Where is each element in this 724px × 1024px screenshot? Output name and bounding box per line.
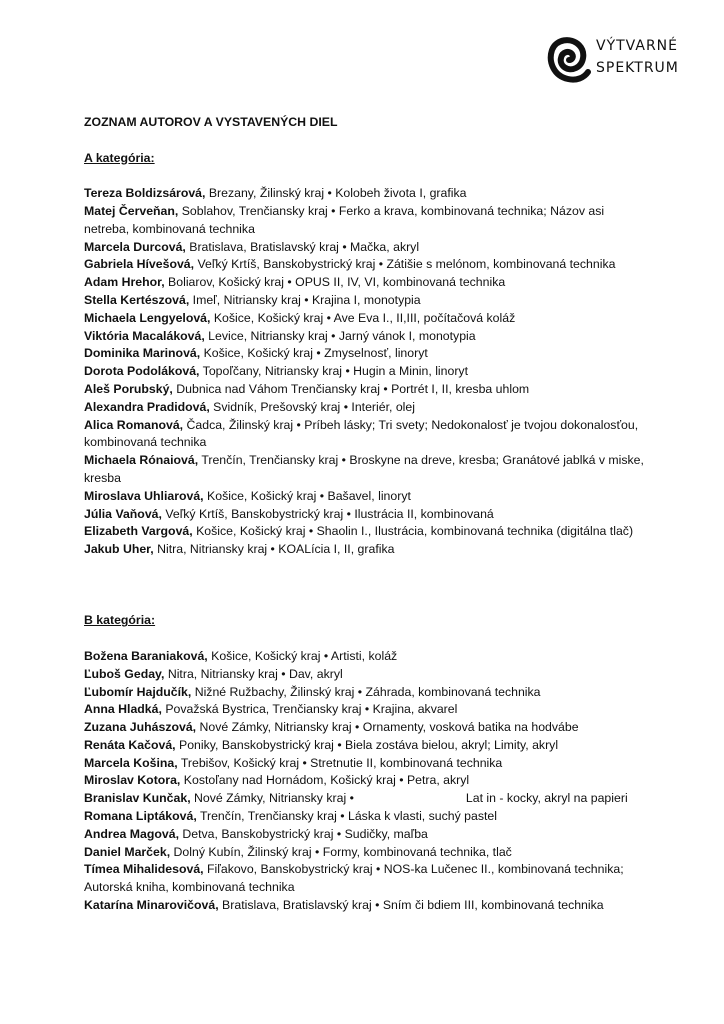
author-details: Soblahov, Trenčiansky kraj • Ferko a krava, kombinovaná technika; Názov asi netreba, kombinovaná technika [84, 203, 605, 236]
category-a-list [84, 185, 644, 559]
author-entry [84, 541, 644, 559]
author-name: Alexandra Pradidová, [84, 399, 210, 414]
author-entry [84, 737, 644, 755]
spiral-logo-icon [546, 30, 592, 88]
author-entry [84, 239, 644, 257]
author-entry [84, 488, 644, 506]
author-name: Branislav Kunčak, [84, 791, 191, 806]
author-details: Imeľ, Nitriansky kraj • Krajina I, monotypia [189, 292, 421, 307]
author-name: Jakub Uher, [84, 542, 154, 557]
author-details: Nitra, Nitriansky kraj • KOALícia I, II, grafika [153, 542, 395, 557]
author-details: Bratislava, Bratislavský kraj • Mačka, akryl [185, 239, 420, 254]
author-details: Detva, Banskobystrický kraj • Sudičky, maľba [178, 826, 428, 841]
author-entry [84, 523, 644, 541]
author-name: Michaela Rónaiová, [84, 453, 199, 468]
author-name: Elizabeth Vargová, [84, 524, 193, 539]
author-entry [84, 256, 644, 274]
vytvarne-spektrum-logo [546, 28, 696, 100]
author-name: Tímea Mihalidesová, [84, 862, 204, 877]
author-entry [84, 328, 644, 346]
author-entry [84, 648, 644, 666]
author-name: Miroslava Uhliarová, [84, 488, 204, 503]
author-details: Topoľčany, Nitriansky kraj • Hugin a Minin, linoryt [199, 364, 468, 379]
author-name: Andrea Magová, [84, 826, 179, 841]
author-name: Tereza Boldizsárová, [84, 186, 206, 201]
author-entry [84, 274, 644, 292]
author-details: Nové Zámky, Nitriansky kraj • [190, 791, 354, 806]
author-details: Veľký Krtíš, Banskobystrický kraj • Ilustrácia II, kombinovaná [161, 506, 494, 521]
author-entry [84, 310, 644, 328]
author-entry [84, 203, 644, 239]
author-name: Miroslav Kotora, [84, 773, 181, 788]
author-name: Dorota Podoláková, [84, 364, 200, 379]
author-details: Košice, Košický kraj • Bašavel, linoryt [203, 488, 411, 503]
logo-text-line1: VÝTVARNÉ [596, 38, 678, 54]
author-name: Romana Liptáková, [84, 809, 197, 824]
author-name: Aleš Porubský, [84, 381, 173, 396]
author-details-continued: Lat in - kocky, akryl na papieri [465, 791, 628, 806]
author-entry [84, 772, 644, 790]
document-content [84, 114, 644, 915]
author-entry [84, 897, 644, 915]
author-entry [84, 701, 644, 719]
category-b-list [84, 648, 644, 915]
author-entry [84, 345, 644, 363]
author-name: Božena Baraniaková, [84, 648, 208, 663]
author-entry [84, 417, 644, 453]
author-entry [84, 719, 644, 737]
author-details: Poniky, Banskobystrický kraj • Biela zostáva bielou, akryl; Limity, akryl [175, 737, 559, 752]
author-entry [84, 363, 644, 381]
author-name: Stella Kertészová, [84, 292, 190, 307]
author-details: Nitra, Nitriansky kraj • Dav, akryl [164, 666, 343, 681]
author-entry [84, 292, 644, 310]
author-entry [84, 684, 644, 702]
author-entry [84, 666, 644, 684]
author-entry-extra: Autorská kniha, kombinovaná technika [84, 880, 295, 895]
author-entry [84, 381, 644, 399]
author-name: Adam Hrehor, [84, 275, 165, 290]
author-details: Nižné Ružbachy, Žilinský kraj • Záhrada, kombinovaná technika [191, 684, 541, 699]
author-name: Viktória Macaláková, [84, 328, 205, 343]
author-details: Svidník, Prešovský kraj • Interiér, olej [209, 399, 415, 414]
author-details: Trenčín, Trenčiansky kraj • Broskyne na dreve, kresba; Granátové jablká v miske, kresba [84, 453, 644, 485]
author-name: Gabriela Hívešová, [84, 257, 195, 272]
author-details: Trenčín, Trenčiansky kraj • Láska k vlasti, suchý pastel [196, 809, 497, 824]
author-details: Košice, Košický kraj • Artisti, koláž [207, 648, 398, 663]
author-details: Brezany, Žilinský kraj • Kolobeh života I, grafika [205, 186, 467, 201]
author-name: Daniel Marček, [84, 844, 171, 859]
author-details: Košice, Košický kraj • Zmyselnosť, linoryt [200, 346, 428, 361]
author-name: Matej Červeňan, [84, 203, 179, 218]
author-entry [84, 452, 644, 488]
logo-text-line2: SPEKTRUM [596, 60, 679, 76]
author-details: Trebišov, Košický kraj • Stretnutie II, kombinovaná technika [177, 755, 503, 770]
author-name: Ľubomír Hajdučík, [84, 684, 192, 699]
author-details: Veľký Krtíš, Banskobystrický kraj • Zátišie s melónom, kombinovaná technika [194, 257, 616, 272]
author-name: Michaela Lengyelová, [84, 310, 211, 325]
author-details: Dubnica nad Váhom Trenčiansky kraj • Portrét I, II, kresba uhlom [172, 381, 530, 396]
author-name: Marcela Košina, [84, 755, 178, 770]
author-entry [84, 808, 644, 826]
author-name: Anna Hladká, [84, 702, 162, 717]
author-details: Boliarov, Košický kraj • OPUS II, IV, VI, kombinovaná technika [164, 275, 506, 290]
author-name: Marcela Durcová, [84, 239, 186, 254]
author-entry [84, 506, 644, 524]
category-a-title: A kategória: [84, 150, 155, 165]
author-details: Nové Zámky, Nitriansky kraj • Ornamenty, vosková batika na hodvábe [196, 720, 579, 735]
author-details: Dolný Kubín, Žilinský kraj • Formy, kombinovaná technika, tlač [170, 844, 512, 859]
author-name: Zuzana Juhászová, [84, 720, 197, 735]
category-b-title: B kategória: [84, 613, 156, 628]
author-details: Košice, Košický kraj • Ave Eva I., II,III, počítačová koláž [210, 310, 516, 325]
author-name: Júlia Vaňová, [84, 506, 162, 521]
author-details: Bratislava, Bratislavský kraj • Sním či bdiem III, kombinovaná technika [218, 898, 604, 913]
author-details: Levice, Nitriansky kraj • Jarný vánok I, monotypia [204, 328, 476, 343]
author-entry [84, 826, 644, 844]
author-entry [84, 861, 644, 879]
document-heading: ZOZNAM AUTOROV A VYSTAVENÝCH DIEL [84, 115, 338, 129]
author-entry [84, 185, 644, 203]
author-name: Ľuboš Geday, [84, 666, 165, 681]
author-name: Katarína Minarovičová, [84, 898, 219, 913]
author-entry [84, 399, 644, 417]
author-entry [84, 790, 644, 808]
author-name: Renáta Kačová, [84, 737, 176, 752]
author-name: Dominika Marinová, [84, 346, 201, 361]
author-details: Košice, Košický kraj • Shaolin I., Ilustrácia, kombinovaná technika (digitálna tlač) [192, 524, 634, 539]
author-details: Kostoľany nad Hornádom, Košický kraj • Petra, akryl [180, 773, 470, 788]
author-details: Čadca, Žilinský kraj • Príbeh lásky; Tri svety; Nedokonalosť je tvojou dokonalosťou, kombinovaná technika [84, 417, 639, 450]
author-name: Alica Romanová, [84, 417, 184, 432]
author-entry [84, 844, 644, 862]
author-entry [84, 755, 644, 773]
author-details: Fiľakovo, Banskobystrický kraj • NOS-ka Lučenec II., kombinovaná technika; [203, 862, 624, 877]
author-details: Považská Bystrica, Trenčiansky kraj • Krajina, akvarel [161, 702, 458, 717]
